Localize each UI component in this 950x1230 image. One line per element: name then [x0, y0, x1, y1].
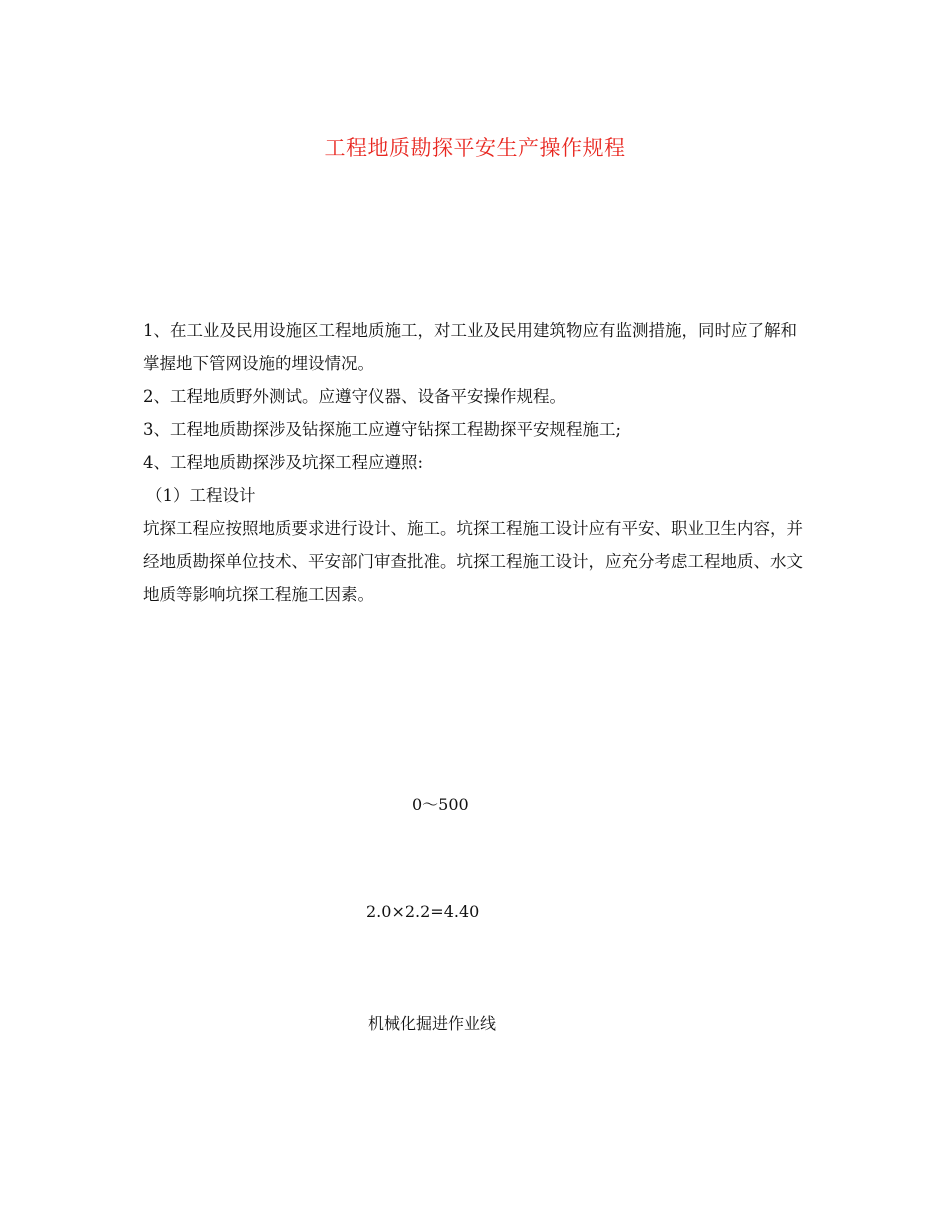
document-title: 工程地质勘探平安生产操作规程	[324, 136, 626, 160]
document-body	[143, 314, 811, 611]
caption-mechanized-line: 机械化掘进作业线	[368, 1014, 497, 1033]
paragraph-design-details: 坑探工程应按照地质要求进行设计、施工。坑探工程施工设计应有平安、职业卫生内容，并经地质勘探单位技术、平安部门审查批准。坑探工程施工设计，应充分考虑工程地质、水文地质等影响坑探工程施工因素。	[143, 519, 803, 604]
paragraph-4: 4、工程地质勘探涉及坑探工程应遵照:	[143, 453, 424, 472]
paragraph-1: 1、在工业及民用设施区工程地质施工，对工业及民用建筑物应有监测措施，同时应了解和掌握地下管网设施的埋设情况。	[143, 321, 797, 373]
area-formula: 2.0×2.2=4.40	[366, 902, 480, 921]
subheading-engineering-design: （1）工程设计	[146, 486, 256, 505]
paragraph-3: 3、工程地质勘探涉及钻探施工应遵守钻探工程勘探平安规程施工;	[143, 420, 622, 439]
range-value: 0～500	[412, 795, 469, 814]
paragraph-2: 2、工程地质野外测试。应遵守仪器、设备平安操作规程。	[143, 387, 566, 406]
